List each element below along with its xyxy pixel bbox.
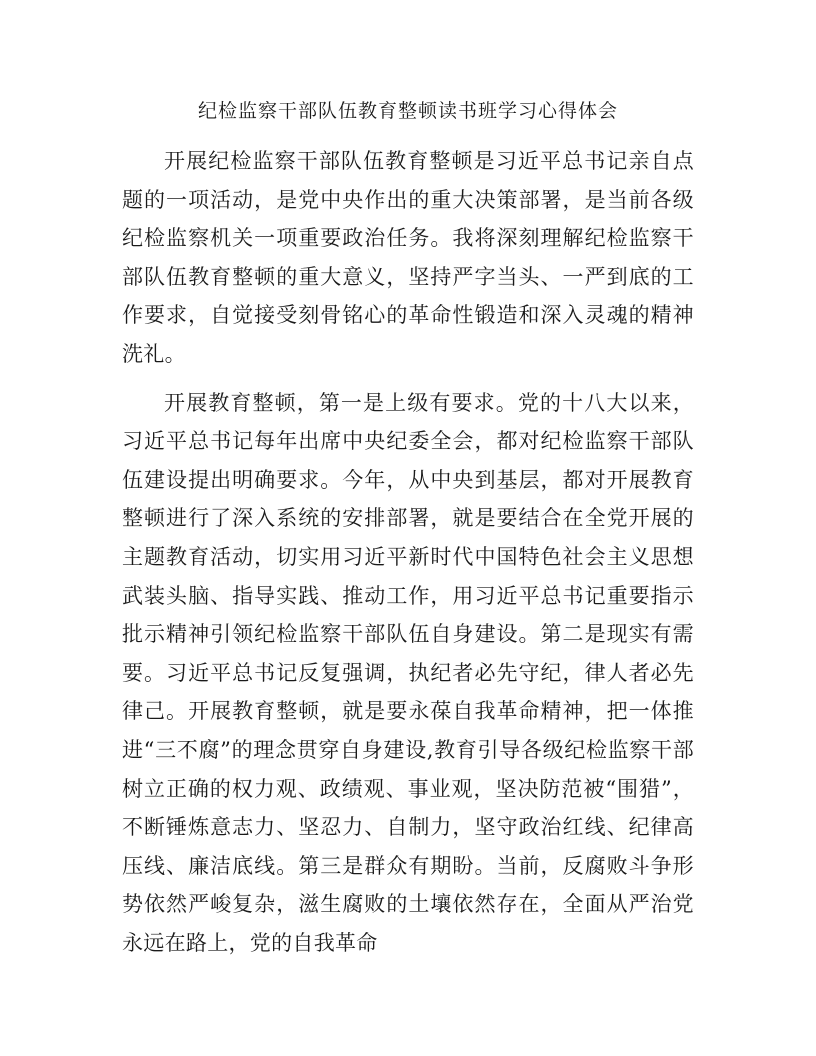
paragraph-reasons: 开展教育整顿，第一是上级有要求。党的十八大以来，习近平总书记每年出席中央纪委全会，都对纪检监察干部队伍建设提出明确要求。今年，从中央到基层，都对开展教育整顿进行了深入系统的安排部署，就是要结合在全党开展的主题教育活动，切实用习近平新时代中国特色社会主义思想武装头脑、指导实践、推动工作，用习近平总书记重要指示批示精神引领纪检监察干部队伍自身建设。第二是现实有需要。习近平总书记反复强调，执纪者必先守纪，律人者必先律己。开展教育整顿，就是要永葆自我革命精神，把一体推进“三不腐”的理念贯穿自身建设,教育引导各级纪检监察干部树立正确的权力观、政绩观、事业观，坚决防范被“围猎”，不断锤炼意志力、坚忍力、自制力，坚守政治红线、纪律高压线、廉洁底线。第三是群众有期盼。当前，反腐败斗争形势依然严峻复杂，滋生腐败的土壤依然存在，全面从严治党永远在路上，党的自我革命	[122, 390, 694, 955]
paragraph-intro: 开展纪检监察干部队伍教育整顿是习近平总书记亲自点题的一项活动，是党中央作出的重大决策部署，是当前各级纪检监察机关一项重要政治任务。我将深刻理解纪检监察干部队伍教育整顿的重大意义，坚持严字当头、一严到底的工作要求，自觉接受刻骨铭心的革命性锻造和深入灵魂的精神洗礼。	[122, 149, 694, 366]
document-body	[122, 142, 694, 972]
document-title: 纪检监察干部队伍教育整顿读书班学习心得体会	[197, 100, 618, 122]
